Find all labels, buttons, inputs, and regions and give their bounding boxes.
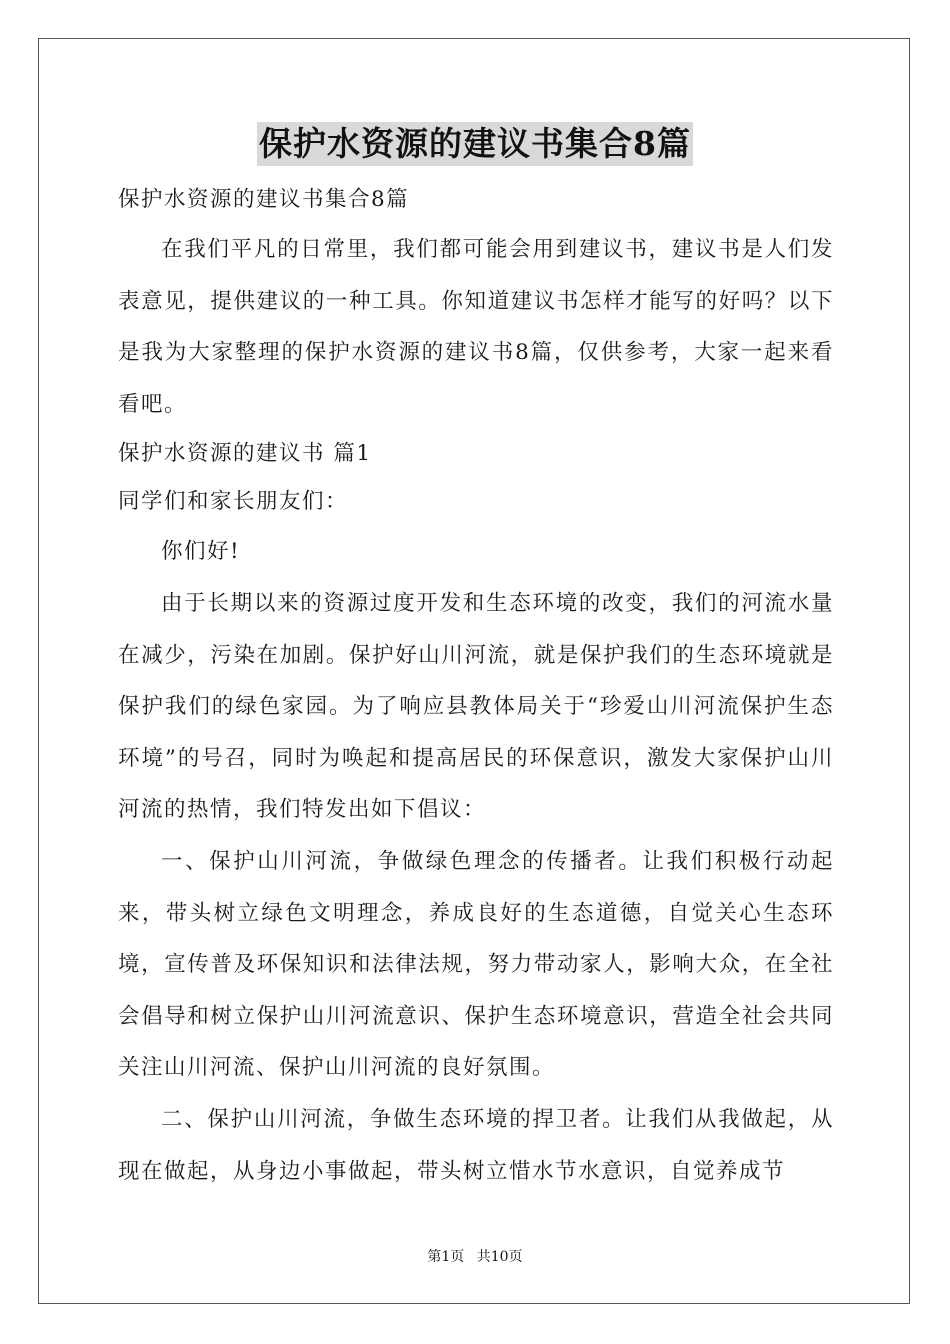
- page-total: 共10页: [476, 1249, 523, 1265]
- salutation: 同学们和家长朋友们：: [118, 489, 349, 515]
- page-footer: [0, 1246, 950, 1266]
- document-title: 保护水资源的建议书集合8篇: [257, 122, 693, 166]
- section-heading: 保护水资源的建议书 篇1: [118, 441, 372, 467]
- body-paragraph: 一、保护山川河流，争做绿色理念的传播者。让我们积极行动起来，带头树立绿色文明理念，养成良好的生态道德，自觉关心生态环境，宣传普及环保知识和法律法规，努力带动家人，影响大众，在全社会倡导和树立保护山川河流意识、保护生态环境意识，营造全社会共同关注山川河流、保护山川河流的良好氛围。: [118, 848, 834, 1081]
- page-number: 第1页: [427, 1249, 465, 1265]
- greeting: 你们好!: [161, 539, 241, 565]
- title-container: [0, 122, 950, 166]
- intro-paragraph: 在我们平凡的日常里，我们都可能会用到建议书，建议书是人们发表意见，提供建议的一种工具。你知道建议书怎样才能写的好吗？以下是我为大家整理的保护水资源的建议书8篇，仅供参考，大家一起来看看吧。: [118, 237, 834, 417]
- document-subtitle: 保护水资源的建议书集合8篇: [118, 187, 410, 212]
- document-body: [118, 176, 834, 1197]
- body-paragraph: 由于长期以来的资源过度开发和生态环境的改变，我们的河流水量在减少，污染在加剧。保护好山川河流，就是保护我们的生态环境就是保护我们的绿色家园。为了响应县教体局关于“珍爱山川河流保护生态环境”的号召，同时为唤起和提高居民的环保意识，激发大家保护山川河流的热情，我们特发出如下倡议：: [118, 590, 834, 823]
- body-paragraph: 二、保护山川河流，争做生态环境的捍卫者。让我们从我做起，从现在做起，从身边小事做起，带头树立惜水节水意识，自觉养成节: [118, 1106, 834, 1184]
